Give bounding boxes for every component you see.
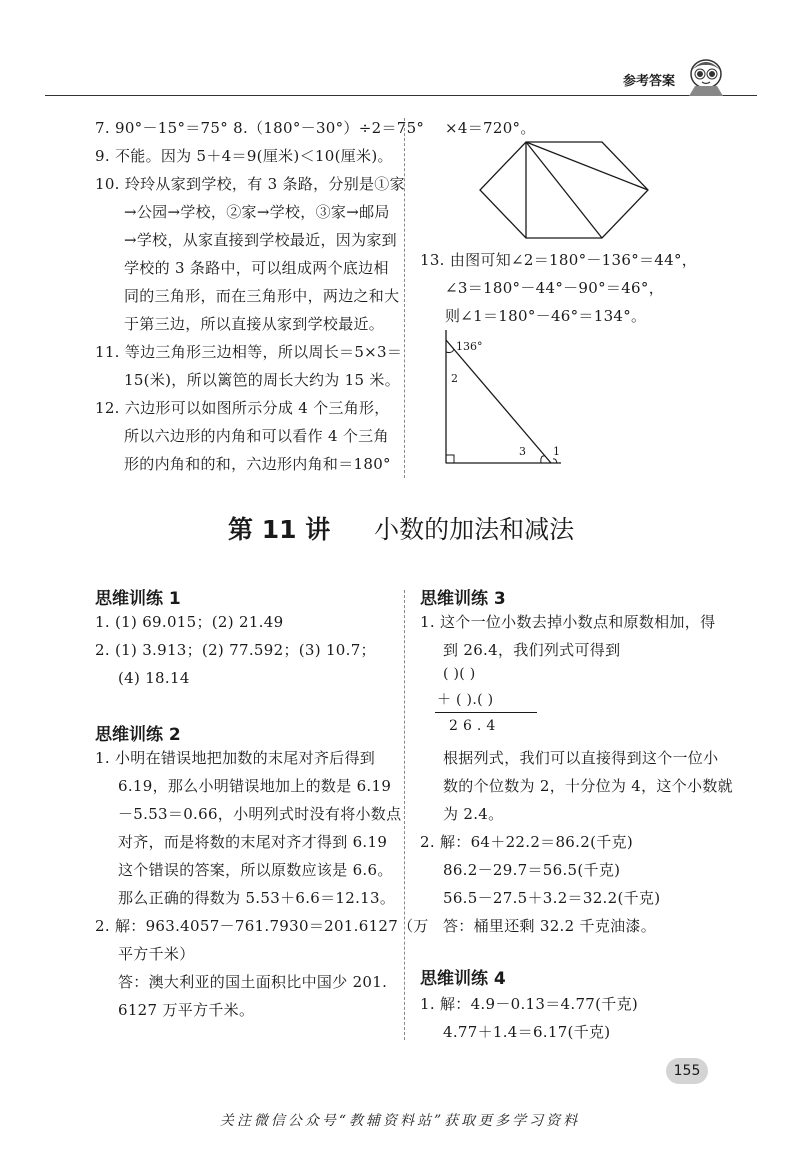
sec3-line: 答：桶里还剩 32.2 千克油漆。 xyxy=(443,917,657,935)
answer-10-line: 同的三角形，而在三角形中，两边之和大 xyxy=(124,287,400,305)
section-title-3: 思维训练 3 xyxy=(420,589,506,609)
vertical-addition-result: 2 6 . 4 xyxy=(449,718,496,734)
header-label: 参考答案 xyxy=(623,74,676,89)
sec3-line: 56.5－27.5＋3.2＝32.2(千克) xyxy=(443,889,661,907)
sec1-line: 1. (1) 69.015；(2) 21.49 xyxy=(95,613,284,631)
sec3-line: 根据列式，我们可以直接得到这个一位小 xyxy=(443,749,719,767)
answer-12-line: 形的内角和的和，六边形内角和＝180° xyxy=(124,455,391,473)
hexagon-figure xyxy=(478,140,650,244)
sec3-line: 数的个位数为 2，十分位为 4，这个小数就 xyxy=(443,777,733,795)
sec2-line: 6.19，那么小明错误地加上的数是 6.19 xyxy=(118,777,392,795)
angle-label-136: 136° xyxy=(456,340,483,353)
section-title-4: 思维训练 4 xyxy=(420,969,506,989)
sec3-line: 为 2.4。 xyxy=(443,805,504,823)
header-rule xyxy=(45,95,757,96)
sec2-line: 对齐，而是将数的末尾对齐才得到 6.19 xyxy=(118,833,388,851)
sec3-line: 到 26.4，我们列式可得到 xyxy=(443,641,621,659)
answer-13-line: ∠3＝180°－44°－90°＝46°， xyxy=(445,279,665,297)
sec2-line: －5.53＝0.66，小明列式时没有将小数点 xyxy=(118,805,402,823)
answer-10-line: 于第三边，所以直接从家到学校最近。 xyxy=(124,315,385,333)
answer-9: 9. 不能。因为 5＋4＝9(厘米)＜10(厘米)。 xyxy=(95,147,393,165)
answer-12-line: 12. 六边形可以如图所示分成 4 个三角形， xyxy=(95,399,390,417)
answer-12-line: 所以六边形的内角和可以看作 4 个三角 xyxy=(124,427,389,445)
triangle-figure xyxy=(436,328,566,468)
sec2-line: 6127 万平方千米。 xyxy=(118,1001,255,1019)
sec3-line: 86.2－29.7＝56.5(千克) xyxy=(443,861,621,879)
sec2-line: 2. 解：963.4057－761.7930＝201.6127（万 xyxy=(95,917,429,935)
answer-7-8: 7. 90°－15°＝75° 8.（180°－30°）÷2＝75° xyxy=(95,119,425,137)
sec1-line: (4) 18.14 xyxy=(118,669,190,687)
sec2-line: 那么正确的得数为 5.53＋6.6＝12.13。 xyxy=(118,889,396,907)
sec3-line: 1. 这个一位小数去掉小数点和原数相加，得 xyxy=(420,613,716,631)
vertical-addition-row2: ＋ ( ).( ) xyxy=(437,692,494,708)
answer-13-line: 则∠1＝180°－46°＝134°。 xyxy=(445,307,647,325)
vertical-addition-row1: ( )( ) xyxy=(443,666,476,682)
section-title-2: 思维训练 2 xyxy=(95,725,181,745)
lecture-heading xyxy=(228,510,574,546)
sec1-line: 2. (1) 3.913；(2) 77.592；(3) 10.7； xyxy=(95,641,376,659)
sec2-line: 1. 小明在错误地把加数的末尾对齐后得到 xyxy=(95,749,376,767)
sec2-line: 平方千米） xyxy=(118,945,195,963)
answer-13-line: 13. 由图可知∠2＝180°－136°＝44°， xyxy=(420,251,698,269)
vertical-addition-rule xyxy=(435,712,537,713)
angle-label-2: 2 xyxy=(451,372,458,385)
lecture-title: 小数的加法和减法 xyxy=(374,515,575,544)
answer-10-line: →公园→学校，②家→学校，③家→邮局 xyxy=(124,203,390,221)
sec4-line: 4.77＋1.4＝6.17(千克) xyxy=(443,1023,611,1041)
answer-10-line: 10. 玲玲从家到学校，有 3 条路，分别是①家 xyxy=(95,175,405,193)
section-title-1: 思维训练 1 xyxy=(95,589,181,609)
answer-11-line: 15(米)，所以篱笆的周长大约为 15 米。 xyxy=(124,371,401,389)
answer-12-end: ×4＝720°。 xyxy=(445,119,536,137)
lecture-number: 第 11 讲 xyxy=(228,515,331,544)
answer-10-line: 学校的 3 条路中，可以组成两个底边相 xyxy=(124,259,389,277)
answer-11-line: 11. 等边三角形三边相等，所以周长＝5×3＝ xyxy=(95,343,403,361)
answer-10-line: →学校，从家直接到学校最近，因为家到 xyxy=(124,231,397,249)
sec2-line: 这个错误的答案，所以原数应该是 6.6。 xyxy=(118,861,393,879)
cartoon-mascot-icon xyxy=(683,56,729,100)
angle-label-1: 1 xyxy=(553,445,560,458)
column-divider xyxy=(404,118,405,478)
angle-label-3: 3 xyxy=(519,445,526,458)
page-number: 155 xyxy=(666,1058,708,1084)
sec4-line: 1. 解：4.9－0.13＝4.77(千克) xyxy=(420,995,639,1013)
footer-text: 关注微信公众号“教辅资料站”获取更多学习资料 xyxy=(219,1113,581,1129)
sec3-line: 2. 解：64＋22.2＝86.2(千克) xyxy=(420,833,633,851)
column-divider xyxy=(404,590,405,1040)
sec2-line: 答：澳大利亚的国土面积比中国少 201. xyxy=(118,973,388,991)
